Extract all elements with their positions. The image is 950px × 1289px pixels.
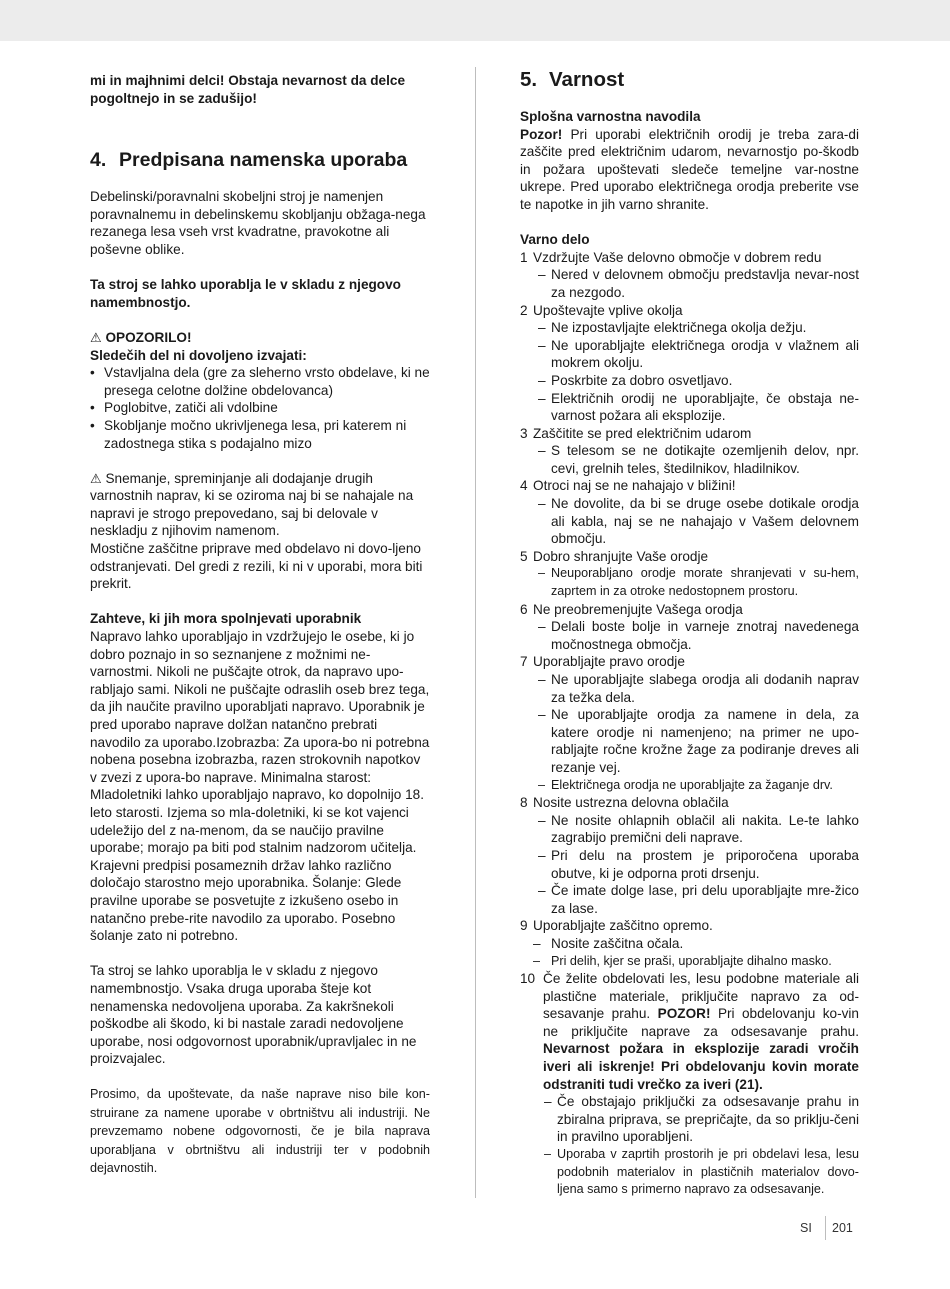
list-item: • Poglobitve, zatiči ali vdolbine [90,399,430,417]
prohibited-list [90,364,430,452]
sub-item: – Ne uporabljajte slabega orodja ali dodanih naprav za težka dela. [538,672,859,705]
liability-paragraph: Ta stroj se lahko uporablja le v skladu z njegovo namembnostjo. Vsaka druga uporaba šteje kot nenamenska nedovoljena uporaba. Za kakršnekoli poškodbe ali škodo, ki bi nastale zaradi nedovoljene uporabe, nosi odgovornost uporabnik/upravljalec in ne proizvajalec. [90,963,417,1067]
dash-icon: – [538,812,546,828]
commercial-use-paragraph: Prosimo, da upoštevate, da naše naprave niso bile kon-struirane za namene uporabe v obrtništvu ali industriji. Ne prevzemamo nobene odgovornosti, če je bila naprava uporabljana v obrtništvu ali industriji ter v podobnih dejavnostih. [90,1087,430,1176]
safety-device-warning: ⚠ Snemanje, spreminjanje ali dodajanje drugih varnostnih naprav, ki se oziroma naj bi se nahajale na napravi je strogo prepovedano, saj bi delovale v neskladju z njihovim namenom. [90,470,414,539]
section-5-number: 5. [520,68,538,91]
safety-rules-list [520,249,859,970]
section-5-heading [520,68,859,92]
user-requirements-text: Napravo lahko uporabljajo in vzdržujejo le osebe, ki jo dobro poznajo in so seznanjene z možnimi ne-varnostmi. Nikoli ne puščajte otrok, da napravo upo-rabljajo sami. Nikoli ne puščajte odraslih oseb brez tega, da jih naučite pravilno uporabljati napravo. Uporabnik je pred uporabo naprave dolžan natančno prebrati navodilo za uporabo.Izobrazba: Za upora-bo ni potrebna nobena posebna izobrazba, razen strokovnih napotkov v zvezi z upora-bo naprave. Minimalna starost: Mladoletniki lahko uporabljajo napravo, ko dopolnijo 18. leto starosti. Izjema so mla-doletniki, ki se kot vajenci udeležijo del z na-menom, da se naučijo pravilne uporabe; morajo pa biti pod stalnim nadzorom učitelja. Krajevni predpisi posameznih držav lahko različno določajo starostno mejo uporabnika. Šolanje: Glede pravilne uporabe se posvetujte z izkušeno osebo in natančno prebe-rite navodilo za uporabo. Posebno šolanje zato ni potrebno. [90,629,430,944]
dash-icon: – [538,390,546,406]
list-item: 9 Uporabljajte zaščitno opremo. [520,918,713,934]
list-item: • Vstavljalna dela (gre za sleherno vrsto obdelave, ki ne presega celotne dolžine obdelovanca) [90,364,430,399]
dash-icon: – [538,320,546,336]
user-requirements-title: Zahteve, ki jih mora spolnjevati uporabnik [90,611,362,627]
left-column [90,72,430,1178]
page-number: 201 [832,1221,853,1235]
dash-icon: – [538,443,546,459]
list-item: 4 Otroci naj se ne nahajajo v bližini! [520,478,736,494]
sub-item: – Če imate dolge lase, pri delu uporabljajte mre-žico za lase. [538,883,859,916]
sub-item: – Ne izpostavljajte električnega okolja dežju. [538,320,807,336]
dash-icon: – [538,672,546,687]
warning-triangle-icon: ⚠ [90,470,102,486]
dash-icon: – [538,372,546,388]
sub-item: – Delali boste bolje in varneje znotraj navedenega močnostnega območja. [538,619,859,652]
dash-icon: – [544,1094,552,1110]
sub-item: – Ne uporabljajte električnega orodja v vlažnem ali mokrem okolju. [538,337,859,371]
dash-icon: – [538,883,546,899]
dash-icon: – [538,619,546,635]
list-item: • Skobljanje močno ukrivljenega lesa, pri katerem ni zadostnega stika s podajalno mizo [90,417,430,452]
list-item: 3 Zaščitite se pred električnim udarom [520,425,752,441]
intended-use-paragraph: Debelinski/poravnalni skobeljni stroj je namenjen poravnalnemu in debelinskemu skobljanju obžaga-nega rezanega lesa vseh vrst kvadratne, pravokotne ali poševne oblike. [90,189,426,257]
sub-item: – Nosite zaščitna očala. [533,935,684,951]
sub-item: – Ne dovolite, da bi se druge osebe dotikale orodja ali kabla, naj se ne nahajajo v Vašem delovnem območju. [538,496,859,547]
list-item: 6 Ne preobremenjujte Vašega orodja [520,601,743,617]
sub-item: – Če obstajajo priključki za odsesavanje prahu in zbiralna priprava, se prepričajte, da so priklju-čeni in pravilno uporabljeni. [544,1094,859,1145]
section-5-title: Varnost [549,68,625,91]
dash-icon: – [538,707,546,723]
sub-item: – Nered v delovnem območju predstavlja nevar-nost za nezgodo. [538,267,859,300]
sub-item: – S telesom se ne dotikajte ozemljenih delov, npr. cevi, grelnih teles, štedilnikov, hladilnikov. [538,443,859,476]
sub-item: – Električnih orodij ne uporabljajte, če obstaja ne-varnost požara ali eksplozije. [538,390,859,424]
footer-divider [825,1216,826,1240]
section-4-heading [90,148,430,172]
dash-icon: – [538,847,546,863]
sub-item: – Poskrbite za dobro osvetljavo. [538,372,733,388]
section-4-title: Predpisana namenska uporaba [119,149,408,172]
section-4-number: 4. [90,149,107,172]
warning-subtitle: Sledečih del ni dovoljeno izvajati: [90,347,307,363]
dash-icon: – [538,267,546,283]
dash-icon: – [533,953,541,968]
sub-item: – Pri delu na prostem je priporočena uporaba obutve, ki je odporna proti drsenju. [538,847,859,881]
sub-item: – Uporaba v zaprtih prostorih je pri obdelavi lesa, lesu podobnih materialov in plastičnih materialov dovo-ljena samo s primerno napravo za odsesavanje. [544,1147,859,1197]
dash-icon: – [538,777,546,792]
list-item: 7 Uporabljajte pravo orodje [520,654,685,670]
safe-work-title: Varno delo [520,232,590,248]
sub-item: – Ne nosite ohlapnih oblačil ali nakita. Le-te lahko zagrabijo premični deli naprave. [538,812,859,846]
sub-item: – Ne uporabljajte orodja za namene in dela, za katere orodje ni namenjeno; na primer ne upo-rabljajte ročne krožne žage za podiranje dreves ali rezanje vej. [538,707,859,775]
right-column [520,68,859,1199]
dash-icon: – [533,935,541,951]
general-safety-title: Splošna varnostna navodila [520,109,701,124]
list-item: 1 Vzdržujte Vaše delovno območje v dobrem redu [520,249,822,265]
sub-item: – Neuporabljano orodje morate shranjevati v su-hem, zaprtem in za otroke nedostopnem prostoru. [538,566,859,599]
guard-paragraph: Mostične zaščitne priprave med obdelavo ni dovo-ljeno odstranjevati. Del gredi z rezili, ki ni v uporabi, mora biti prekrit. [90,541,423,592]
language-code: SI [800,1221,812,1235]
list-item: 2 Upoštevajte vplive okolja [520,302,683,318]
dash-icon: – [544,1147,552,1162]
top-bar [0,0,950,41]
column-divider [475,67,476,1198]
intro-warning: mi in majhnimi delci! Obstaja nevarnost da delce pogoltnejo in se zadušijo! [90,73,406,106]
list-item: 5 Dobro shranjujte Vaše orodje [520,548,709,564]
sub-item: – Električnega orodja ne uporabljajte za žaganje drv. [520,777,859,795]
dash-icon: – [538,496,546,512]
sub-item: – Pri delih, kjer se praši, uporabljajte dihalno masko. [520,953,859,971]
general-safety-text: Pozor! Pri uporabi električnih orodij je treba zara-di zaščite pred električnim udarom, nevarnostjo po-škodb in požara upoštevati sledeče temeljne var-nostne ukrepe. Pred uporabo električnega orodja preberite vse te napotke in jih varno shranite. [520,126,859,212]
dash-icon: – [538,566,546,581]
warning-triangle-icon: ⚠ [90,329,102,345]
list-item: 10 Če želite obdelovati les, lesu podobne materiale ali plastične materiale, priključite napravo za od-sesavanje prahu. POZOR! Pri obdelovanju ko-vin ne priključite naprave za odsesavanje prahu. Nevarnost požara in eksplozije zaradi vročih iveri ali iskrenje! Pri obdelovanju kovin morate odstraniti tudi vrečko za iveri (21). [520,971,859,1092]
intended-use-note: Ta stroj se lahko uporablja le v skladu z njegovo namembnostjo. [90,277,401,310]
list-item: 8 Nosite ustrezna delovna oblačila [520,795,729,811]
warning-title: ⚠ OPOZORILO! [90,329,192,345]
dash-icon: – [538,337,546,353]
